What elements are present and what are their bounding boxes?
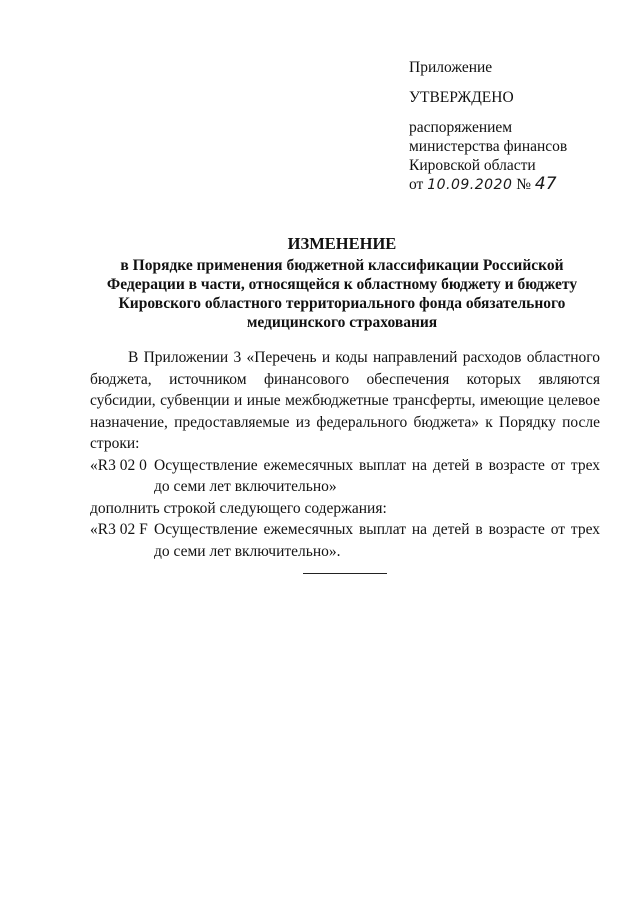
order-line-2: министерства финансов <box>409 138 568 155</box>
title-line-1: в Порядке применения бюджетной классификации Российской <box>120 257 564 274</box>
code-row-1 <box>90 455 600 498</box>
title-line-2: Федерации в части, относящейся к областному бюджету и бюджету <box>106 276 578 293</box>
title-line-3: Кировского областного территориального фонда обязательного <box>118 295 566 312</box>
supplement-line: дополнить строкой следующего содержания: <box>90 499 387 517</box>
code-row-2-description: Осуществление ежемесячных выплат на детей в возрасте от трех до семи лет включительно». <box>154 521 600 560</box>
handwritten-number: 47 <box>534 174 557 194</box>
document-heading: ИЗМЕНЕНИЕ <box>287 234 397 253</box>
appendix-label: Приложение <box>409 59 493 76</box>
code-row-2 <box>90 519 600 562</box>
document-title-block <box>60 234 624 332</box>
order-date-line <box>409 175 629 195</box>
number-sign: № <box>516 176 532 193</box>
handwritten-date: 10.09.2020 <box>427 177 513 193</box>
order-line-3: Кировской области <box>409 157 536 174</box>
code-row-1-description: Осуществление ежемесячных выплат на детей в возрасте от трех до семи лет включительно» <box>154 456 600 495</box>
document-body <box>90 347 600 562</box>
approval-block <box>409 58 629 195</box>
code-row-2-code: «R3 02 F <box>90 521 148 538</box>
approved-stamp: УТВЕРЖДЕНО <box>409 89 514 106</box>
closing-rule <box>303 573 387 574</box>
intro-paragraph: В Приложении 3 «Перечень и коды направлений расходов областного бюджета, источником финансового обеспечения которых являются субсидии, субвенции и иные межбюджетные трансферты, имеющие целевое назначение, предоставляемые из федерального бюджета» к Порядку после строки: <box>90 349 600 452</box>
code-row-1-code: «R3 02 0 <box>90 456 147 474</box>
date-prefix: от <box>409 176 424 193</box>
order-line-1: распоряжением <box>409 119 513 136</box>
title-line-4: медицинского страхования <box>246 314 438 331</box>
